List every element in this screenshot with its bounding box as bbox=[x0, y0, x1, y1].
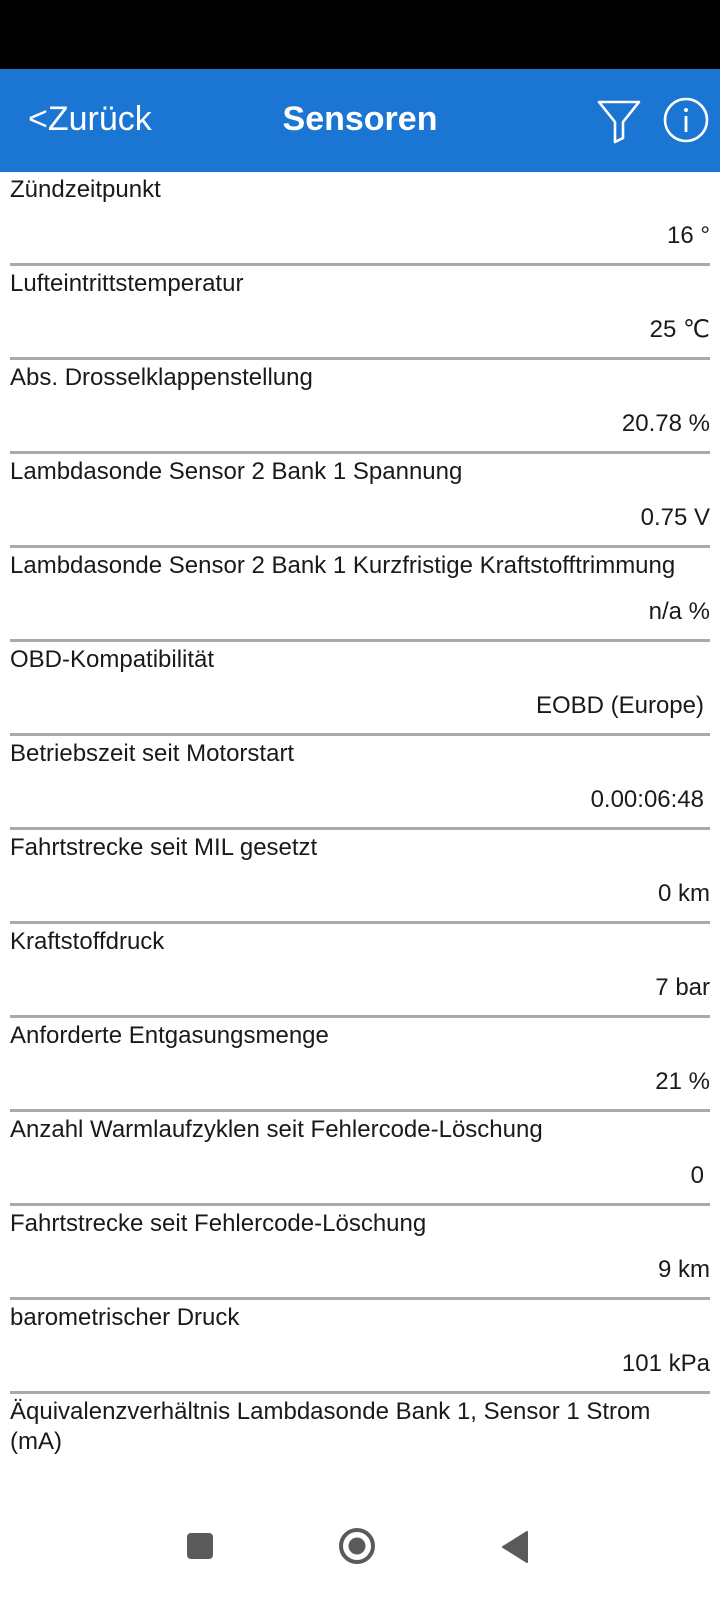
sensor-label: Anforderte Entgasungsmenge bbox=[10, 1022, 329, 1049]
sensor-value bbox=[0, 1473, 710, 1494]
sensor-row[interactable] bbox=[0, 1300, 720, 1394]
sensor-label: OBD-Kompatibilität bbox=[10, 646, 215, 673]
page-title: Sensoren bbox=[282, 100, 438, 138]
sensor-label: Kraftstoffdruck bbox=[10, 928, 165, 955]
sensor-row[interactable] bbox=[0, 736, 720, 830]
sensor-label: Zündzeitpunkt bbox=[10, 176, 161, 203]
sensor-label: Lambdasonde Sensor 2 Bank 1 Spannung bbox=[10, 458, 463, 485]
info-icon[interactable] bbox=[662, 96, 710, 144]
sensor-label: Lambdasonde Sensor 2 Bank 1 Kurzfristige Kraftstofftrimmung bbox=[10, 552, 676, 579]
sensor-value: 0 km bbox=[657, 880, 710, 907]
sensor-value: 20.78 % bbox=[621, 410, 710, 437]
sensor-row[interactable] bbox=[0, 1206, 720, 1300]
sensor-value: 9 km bbox=[657, 1256, 710, 1283]
sensor-value: n/a % bbox=[648, 598, 710, 625]
sensor-row[interactable] bbox=[0, 924, 720, 1018]
sensor-value: 16 ° bbox=[667, 222, 710, 249]
sensor-label: Abs. Drosselklappenstellung bbox=[10, 364, 313, 391]
sensor-row[interactable] bbox=[0, 830, 720, 924]
app-header bbox=[0, 69, 720, 172]
sensor-row[interactable] bbox=[0, 1112, 720, 1206]
sensor-label: barometrischer Druck bbox=[10, 1304, 240, 1331]
back-triangle-icon[interactable] bbox=[500, 1530, 530, 1564]
sensor-row[interactable] bbox=[0, 360, 720, 454]
sensor-label: Fahrtstrecke seit MIL gesetzt bbox=[10, 834, 318, 861]
sensor-label: Betriebszeit seit Motorstart bbox=[10, 740, 295, 767]
sensor-row[interactable] bbox=[0, 1018, 720, 1112]
sensor-value: 0.00:06:48 bbox=[590, 786, 704, 813]
sensor-row[interactable] bbox=[0, 642, 720, 736]
sensor-row[interactable] bbox=[0, 454, 720, 548]
sensor-label: Fahrtstrecke seit Fehlercode-Löschung bbox=[10, 1210, 427, 1237]
sensor-value: 101 kPa bbox=[621, 1350, 710, 1377]
sensor-value: 0 bbox=[690, 1162, 704, 1189]
sensor-label: Lufteintrittstemperatur bbox=[10, 270, 244, 297]
sensor-label: Äquivalenzverhältnis Lambdasonde Bank 1, Sensor 1 Strom (mA) bbox=[10, 1398, 651, 1455]
filter-icon[interactable] bbox=[596, 98, 642, 144]
square-icon[interactable] bbox=[187, 1533, 213, 1559]
sensor-value: 21 % bbox=[655, 1068, 710, 1095]
sensor-value: 7 bar bbox=[655, 974, 710, 1001]
sensor-label: Anzahl Warmlaufzyklen seit Fehlercode-Löschung bbox=[10, 1116, 543, 1143]
back-button[interactable]: <Zurück bbox=[28, 100, 152, 138]
sensor-row[interactable] bbox=[0, 266, 720, 360]
status-bar bbox=[0, 0, 720, 69]
sensor-value: 25 ℃ bbox=[649, 316, 710, 343]
sensor-list[interactable] bbox=[0, 172, 720, 1494]
sensor-row[interactable] bbox=[0, 548, 720, 642]
system-navigation-bar bbox=[0, 1494, 720, 1600]
sensor-row[interactable] bbox=[0, 1394, 720, 1494]
sensor-value: EOBD (Europe) bbox=[535, 692, 704, 719]
sensor-row[interactable] bbox=[0, 172, 720, 266]
sensor-value: 0.75 V bbox=[640, 504, 710, 531]
home-circle-icon[interactable] bbox=[338, 1527, 376, 1565]
